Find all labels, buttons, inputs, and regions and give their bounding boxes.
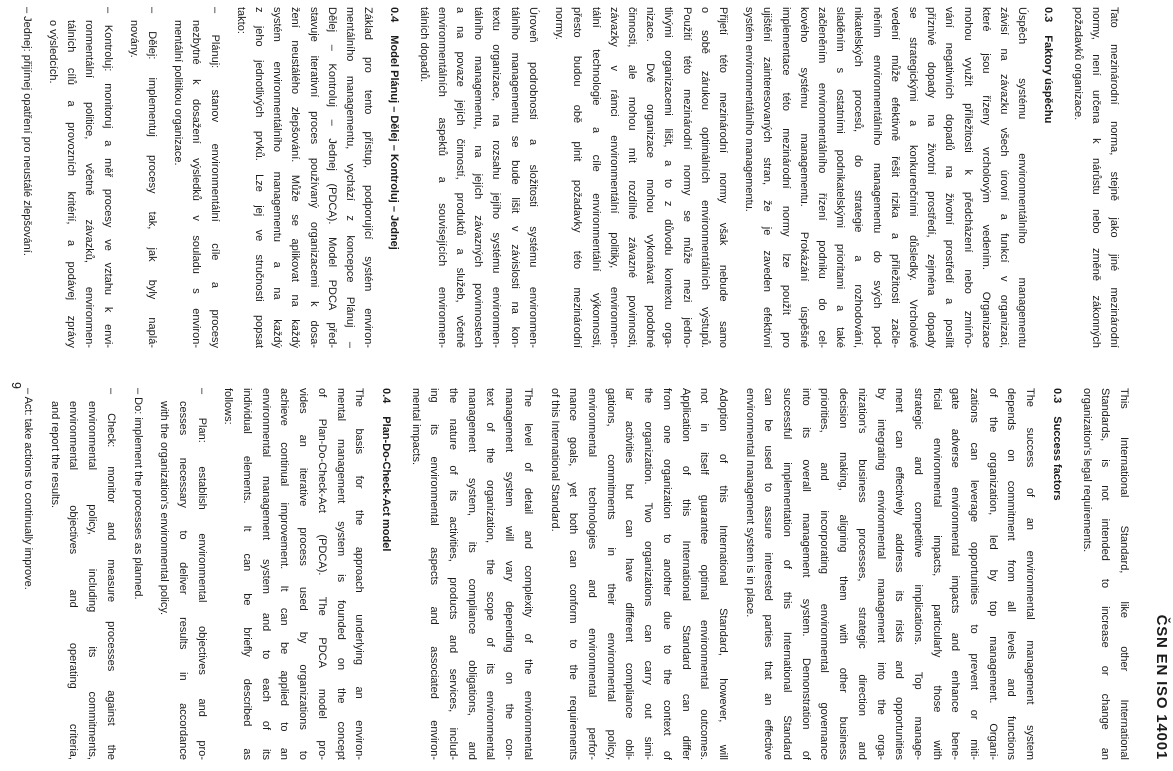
text-line: normy, není určena k nárůstu nebo změně zákonných <box>1089 7 1102 348</box>
text-line: o sobě zárukou optimálních environmentálních výstupů. <box>698 7 711 348</box>
text-line: environmental management system and to each of its <box>259 388 272 760</box>
paragraph <box>545 388 732 760</box>
text-line: sladěním s ostatními podnikatelskými prioritami a také <box>834 7 847 348</box>
text-line: tálního managementu, na jejích závazných povinnostech <box>472 7 485 348</box>
text-line: závazky v rámci environmentální politiky, environmen- <box>607 7 620 348</box>
paragraph <box>232 7 378 348</box>
text-line: Standards, is not intended to increase or change an <box>1099 388 1112 760</box>
text-line: kového systému managementu. Prokázání úspěšné <box>797 7 810 348</box>
text-line: – Do: implement the processes as planned. <box>131 388 144 600</box>
text-line: decision making, aligning them with other business <box>837 388 850 760</box>
text-line: by integrating environmental management into the orga- <box>874 388 887 760</box>
text-line: environmental management system is in place. <box>743 388 756 618</box>
text-line: cesses necessary to deliver results in accordance <box>176 401 189 760</box>
paragraph <box>740 7 1031 348</box>
section-heading <box>1039 7 1057 348</box>
section-title: Faktory úspěchu <box>1042 35 1055 124</box>
text-line: požadavků organizace. <box>1071 7 1084 121</box>
list-item <box>45 388 120 760</box>
text-line: normy. <box>553 7 566 40</box>
text-line: The success of an environmental management system <box>1024 388 1037 760</box>
text-line: with the organization's environmental policy. <box>158 401 171 616</box>
text-line: strategic and competitive implications. Top manage- <box>911 388 924 760</box>
list-item <box>125 7 161 348</box>
text-line: environmental objectives and operating criteria, <box>67 401 80 760</box>
section-heading <box>1047 388 1066 760</box>
running-header: ČSN EN ISO 14001 <box>1153 614 1170 760</box>
text-line: gations, commitments in their environmental policy, <box>604 388 617 760</box>
text-line: environmentálních aspektů a souvisejících environmen- <box>435 7 448 348</box>
text-line: ing its environmental aspects and associated environ- <box>428 388 441 760</box>
text-line: the organization. Two organizations can carry out simi- <box>642 388 655 760</box>
text-line: přesto budou obě plnit požadavky této mezinárodní <box>571 7 584 348</box>
text-line: the nature of its activities, products and services, includ- <box>447 388 460 760</box>
text-line: mental management system is founded on the concept <box>334 388 347 760</box>
text-line: nizace. Dvě organizace mohou vykonávat podobné <box>644 7 657 348</box>
text-line: Použití této mezinárodní normy se může mezi jedno- <box>680 7 693 348</box>
text-line: individual elements. It can be briefly described as <box>241 388 254 760</box>
text-line: ficial environmental impacts, particularly those with <box>930 388 943 760</box>
text-line: systém environmentálního managementu. <box>743 7 756 212</box>
text-line: text of the organization, the scope of its environmental <box>484 388 497 760</box>
text-line: Adoption of this International Standard, however, will <box>716 388 729 760</box>
text-line: stavuje iterativní proces používaný organizacemi k dosa- <box>307 7 320 348</box>
text-line: follows: <box>222 388 235 425</box>
text-line: into its overall management system. Demonstration of <box>799 388 812 760</box>
text-line: tálního managementu se bude lišit v závislosti na kon- <box>508 7 521 348</box>
text-line: tálních dopadů. <box>417 7 430 83</box>
text-line: tální technologie a cíle environmentální výkonnosti, <box>589 7 602 348</box>
text-line: mental impacts. <box>409 388 422 466</box>
paragraph <box>740 388 1039 760</box>
text-line: nization's business processes, strategic direction and <box>855 388 868 760</box>
text-line: Úroveň podrobnosti a složitosti systému environmen- <box>526 7 539 348</box>
text-line: se strategickými a konkurenčními důsledky. Vrcholové <box>906 7 919 348</box>
text-line: implementace této mezinárodní normy lze použít pro <box>779 7 792 348</box>
text-line: mohou využít příležitosti k předcházení nebo zmírňo- <box>961 7 974 348</box>
list-item <box>128 388 147 760</box>
text-line: and report the results. <box>48 401 61 509</box>
list-item <box>155 388 211 760</box>
text-line: of this International Standard. <box>548 388 561 532</box>
text-line: z jeho jednotlivých prvků. Lze jej ve stručnosti popsat <box>253 7 266 348</box>
text-line: successful implementation of this International Standard <box>781 388 794 760</box>
text-line: vání negativních dopadů na životní prostředí a posílit <box>943 7 956 348</box>
text-line: činnosti, ale mohou mít rozdílné závazné povinnosti, <box>625 7 638 348</box>
text-line: The level of detail and complexity of the environmental <box>521 388 534 760</box>
text-line: mentální politikou organizace. <box>172 20 185 166</box>
text-line: ment can effectively address its risks and opportunities <box>893 388 906 760</box>
text-line: něním environmentálního managementu do svých pod- <box>870 7 883 348</box>
text-line: gate adverse environmental impacts and enhance bene- <box>949 388 962 760</box>
paragraph <box>1077 388 1133 760</box>
text-line: from one organization to another due to the context of <box>660 388 673 760</box>
section-heading <box>376 388 395 760</box>
text-line: systém environmentálního managementu a na každý <box>271 7 284 348</box>
text-line: organization's legal requirements. <box>1080 388 1093 553</box>
text-line: – Plánuj: stanov environmentální cíle a procesy <box>208 7 221 348</box>
text-line: žení neustálého zlepšování. Může se aplikovat na každý <box>289 7 302 348</box>
text-line: textu organizace, na rozsahu jejího systému environmen- <box>490 7 503 348</box>
text-line: zations can leverage opportunities to prevent or miti- <box>968 388 981 760</box>
text-line: environmental technologies and environmental perfor- <box>586 388 599 760</box>
text-line: environmental policy, including its commitments, <box>86 401 99 760</box>
section-heading <box>385 7 403 348</box>
english-column <box>18 388 1133 760</box>
text-line: Tato mezinárodní norma, stejně jako jiné mezinárodní <box>1108 7 1120 348</box>
text-line: Přijetí této mezinárodní normy však nebude samo <box>716 7 729 348</box>
paragraph <box>219 388 369 760</box>
list-item <box>169 7 224 348</box>
text-line: management system will vary depending on the con- <box>503 388 516 760</box>
text-line: – Jednej: přijímej opatření pro neustálé zlepšování. <box>20 7 33 256</box>
text-line: – Act: take actions to continually improve. <box>22 388 35 590</box>
section-title: Success factors <box>1050 416 1063 501</box>
text-line: Dělej – Kontroluj – Jednej (PDCA). Model PDCA před- <box>325 7 338 348</box>
text-line: začleněním environmentálního řízení podniku do cel- <box>815 7 828 348</box>
text-line: mentálního managementu, vychází z koncepce Plánuj – <box>344 7 357 348</box>
czech-column <box>18 7 1123 348</box>
text-line: – Check: monitor and measure processes against the <box>104 388 117 760</box>
text-line: lar activities but can have different compliance obli- <box>623 388 636 760</box>
paragraph <box>406 388 537 760</box>
paragraph <box>414 7 541 348</box>
text-line: vides an iterative process used by organizations to <box>297 388 310 760</box>
text-line: které jsou řízeny vrcholovým vedením. Organizace <box>979 7 992 348</box>
text-line: of Plan-Do-Check-Act (PDCA). The PDCA model pro- <box>315 388 328 760</box>
text-line: This International Standard, like other International <box>1118 388 1130 760</box>
text-line: achieve continual improvement. It can be applied to an <box>278 388 291 760</box>
text-line: tlivými organizacemi lišit, a to z důvodu kontextu orga- <box>662 7 675 348</box>
paragraph <box>550 7 732 348</box>
section-title: Model Plánuj – Dělej – Kontroluj – Jednej <box>388 35 401 250</box>
page-number: 9 <box>9 382 23 389</box>
text-line: příznivé dopady na životní prostředí, zejména dopady <box>925 7 938 348</box>
section-title: Plan-Do-Check-Act model <box>379 416 392 552</box>
text-line: tálních cílů a provozních kritérií, a podávej zprávy <box>65 20 78 348</box>
text-line: takto: <box>234 7 247 34</box>
section-number: 0.3 <box>1042 7 1055 23</box>
section-number: 0.4 <box>388 7 401 23</box>
paragraph <box>1068 7 1123 348</box>
text-line: novány. <box>127 20 140 58</box>
text-line: Application of this International Standard can differ <box>679 388 692 760</box>
section-number: 0.3 <box>1050 388 1063 404</box>
text-line: o výsledcích. <box>47 20 60 84</box>
text-line: mance goals, yet both can conform to the requirements <box>567 388 580 760</box>
text-line: nezbytné k dosažení výsledků v souladu s environ- <box>190 20 203 348</box>
text-line: – Dělej: implementuj procesy tak, jak byly naplá- <box>146 7 159 348</box>
text-line: not in itself guarantee optimal environmental outcomes. <box>698 388 711 760</box>
text-line: a na povaze jejích činností, produktů a služeb, včetně <box>454 7 467 348</box>
text-line: – Plan: establish environmental objectives and pro- <box>195 388 208 760</box>
text-line: Základ pro tento přístup, podporující systém environ- <box>362 7 375 348</box>
text-line: Úspěch systému environmentálního managementu <box>1016 7 1029 348</box>
list-item <box>44 7 117 348</box>
text-line: of the organization, led by top management. Organi- <box>986 388 999 760</box>
text-line: can be used to assure interested parties that an effective <box>762 388 775 760</box>
text-line: vedení může efektivně řešit rizika a příležitosti začle- <box>888 7 901 348</box>
text-line: závisí na závazku všech úrovní a funkcí v organizaci, <box>997 7 1010 348</box>
text-line: priorities, and incorporating environmental governance <box>818 388 831 760</box>
text-line: management system, its compliance obligations, and <box>465 388 478 760</box>
section-number: 0.4 <box>379 388 392 404</box>
text-line: ronmentální politice, včetně závazků, environmen- <box>83 20 96 348</box>
text-line: ujištění zainteresovaných stran, že je zaveden efektivní <box>761 7 774 348</box>
text-line: – Kontroluj: monitoruj a měř procesy ve vztahu k envi- <box>101 7 114 348</box>
text-line: depends on commitment from all levels and functions <box>1005 388 1018 760</box>
text-line: The basis for the approach underlying an environ- <box>353 388 366 760</box>
text-line: nikatelských procesů, do strategie a rozhodování, <box>852 7 865 348</box>
